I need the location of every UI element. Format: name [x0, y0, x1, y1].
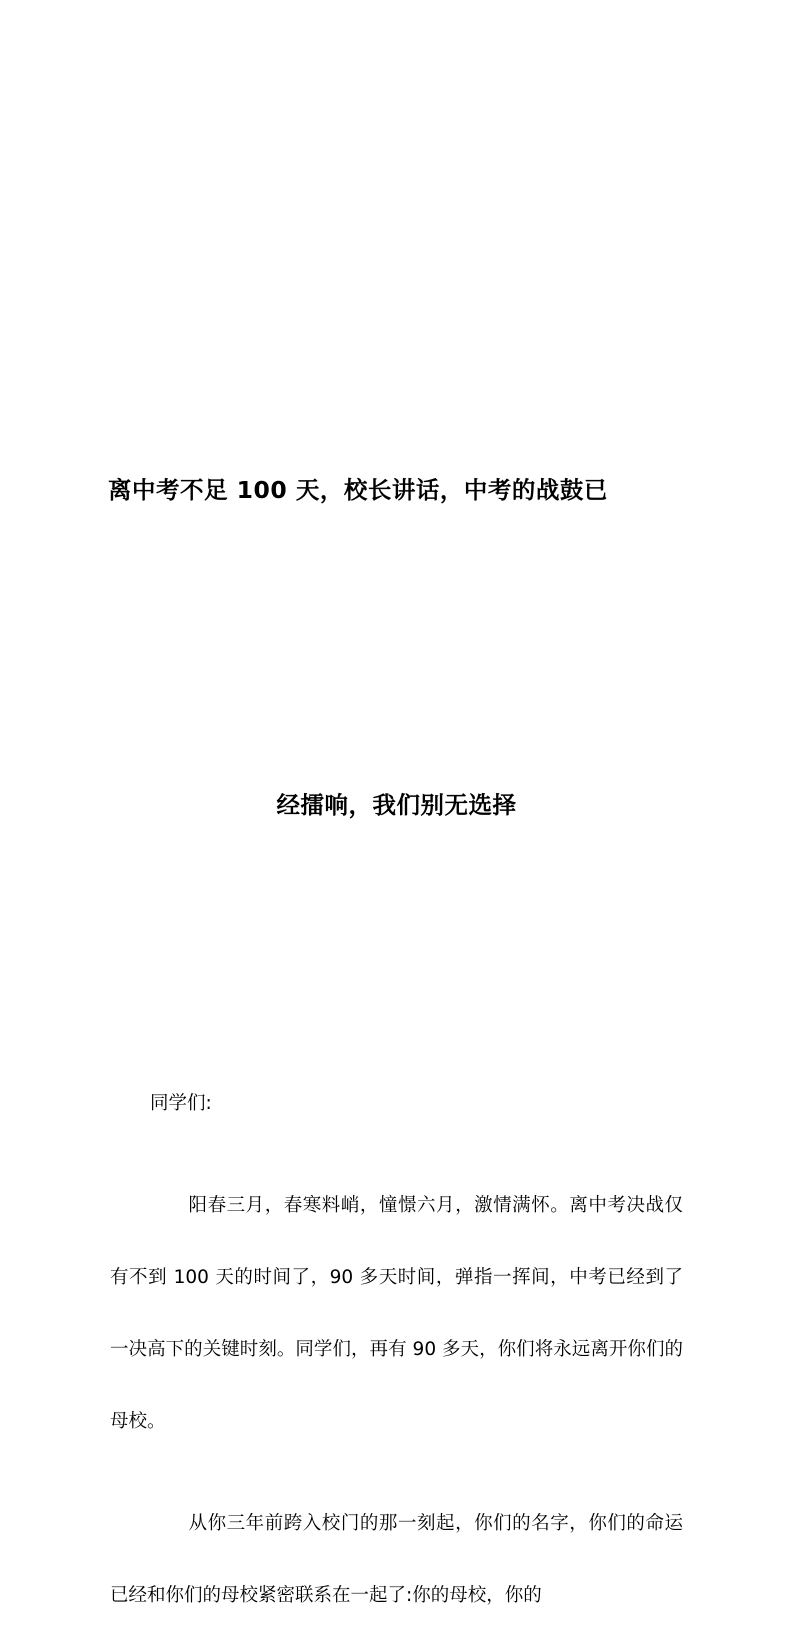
paragraph-1-text: 阳春三月，春寒料峭，憧憬六月，激情满怀。离中考决战仅有不到 100 天的时间了，90 多天时间，弹指一挥间，中考已经到了一决高下的关键时刻。同学们，再有 90 多天，你们将永远离开你们的母校。 [110, 1195, 683, 1432]
salutation: 同学们: [150, 1093, 212, 1114]
paragraph-2-text: 从你三年前跨入校门的那一刻起，你们的名字，你们的命运已经和你们的母校紧密联系在一起了:你的母校，你的 [110, 1513, 683, 1606]
spacer [110, 1458, 683, 1488]
document-body [110, 228, 683, 1632]
paragraph-2 [110, 1488, 683, 1632]
page-title-line-1: 离中考不足 100 天，校长讲话，中考的战鼓已 [108, 476, 608, 504]
spacer [110, 1140, 683, 1170]
paragraph-1 [110, 1170, 683, 1458]
page-title [110, 228, 683, 1068]
page-title-line-2: 经擂响，我们别无选择 [276, 791, 517, 819]
